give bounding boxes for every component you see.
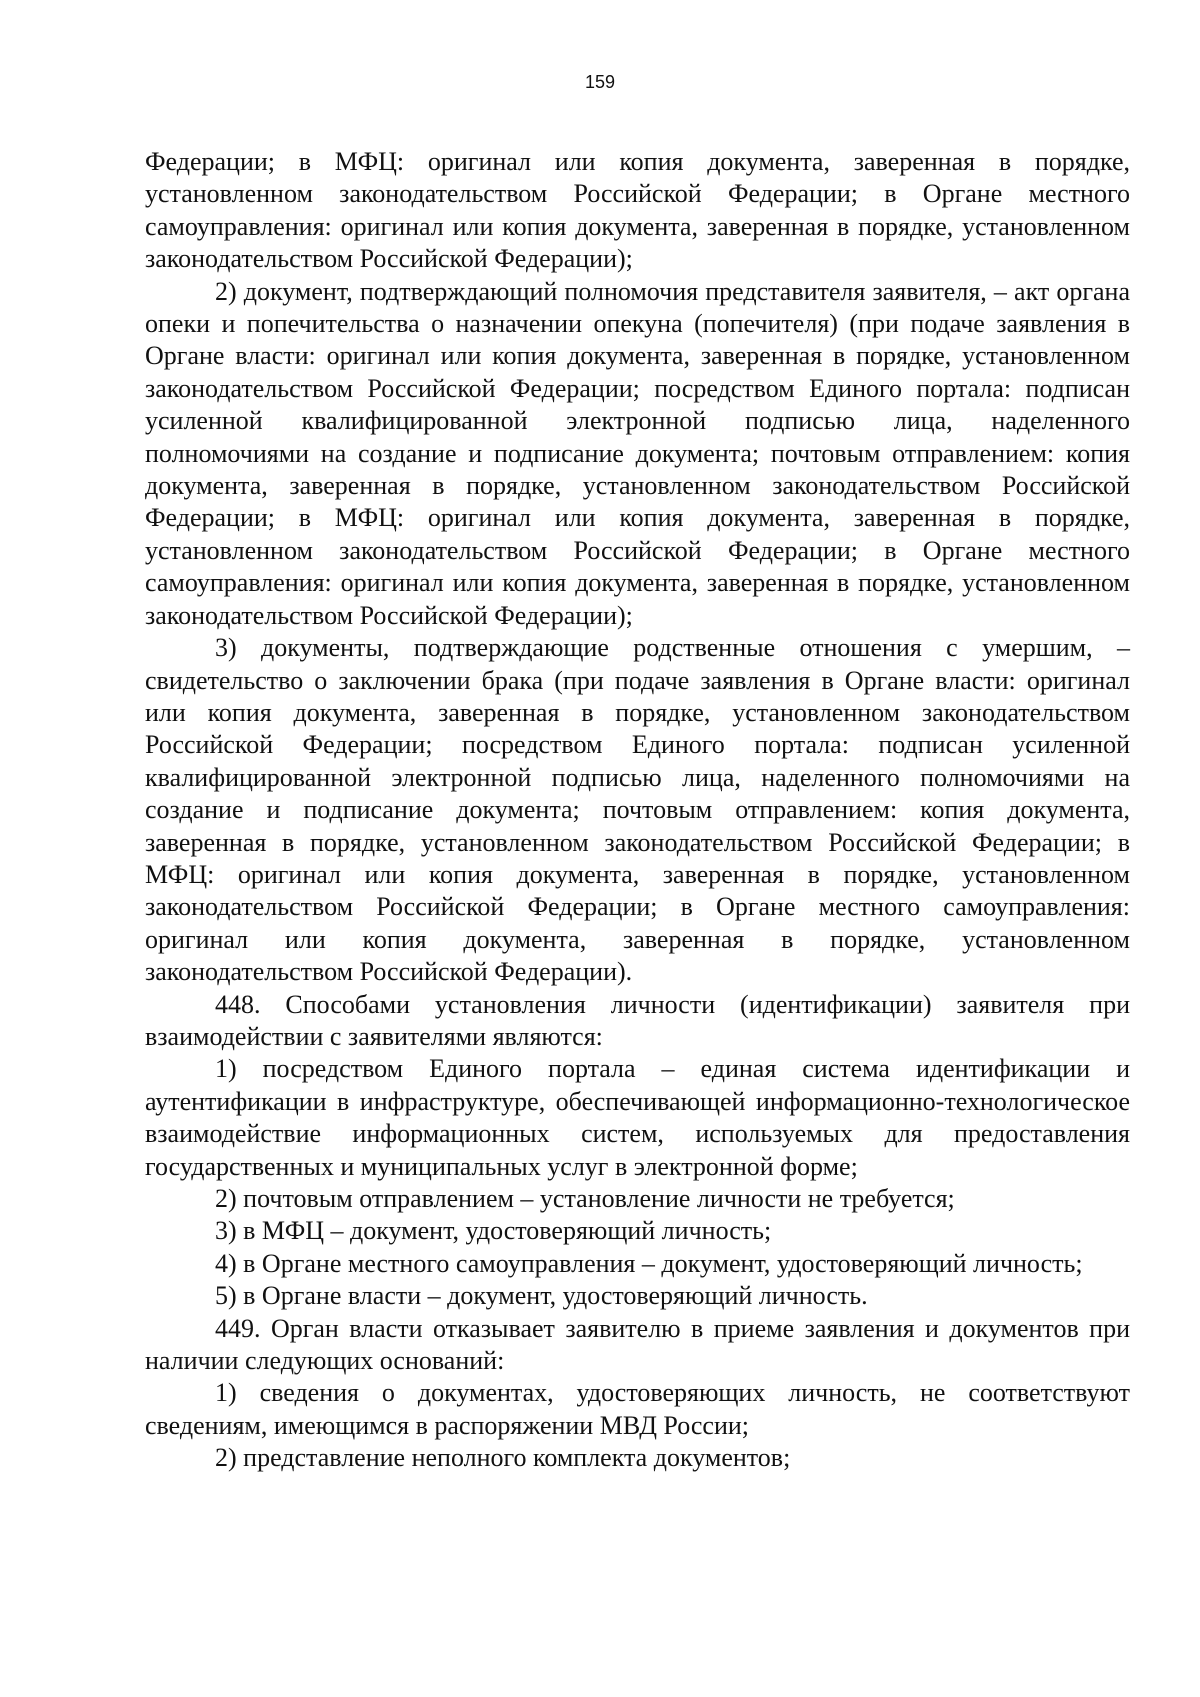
paragraph-448: 448. Способами установления личности (идентификации) заявителя при взаимодействии с заявителями являются: [145, 989, 1130, 1051]
paragraph-448-item-5: 5) в Органе власти – документ, удостоверяющий личность. [215, 1281, 868, 1311]
paragraph-449-item-1: 1) сведения о документах, удостоверяющих личность, не соответствуют сведениям, имеющимся в распоряжении МВД России; [145, 1378, 1130, 1440]
paragraph-item-3-kinship: 3) документы, подтверждающие родственные отношения с умершим, – свидетельство о заключении брака (при подаче заявления в Органе власти: оригинал или копия документа, заверенная в порядке, установленном законодательством Российской Федерации; посредством Единого портала: подписан усиленной квалифицированной электронной подписью лица, наделенного полномочиями на создание и подписание документа; почтовым отправлением: копия документа, заверенная в порядке, установленном законодательством Российской Федерации; в МФЦ: оригинал или копия документа, заверенная в порядке, установленном законодательством Российской Федерации; в Органе местного самоуправления: оригинал или копия документа, заверенная в порядке, установленном законодательством Российской Федерации). [145, 633, 1130, 987]
paragraph-449-item-2: 2) представление неполного комплекта документов; [215, 1443, 791, 1473]
page-number: 159 [584, 72, 616, 92]
paragraph-449: 449. Орган власти отказывает заявителю в приеме заявления и документов при наличии следующих оснований: [145, 1313, 1130, 1376]
document-body [145, 146, 1130, 1475]
paragraph-item-2-representative: 2) документ, подтверждающий полномочия представителя заявителя, – акт органа опеки и попечительства о назначении опекуна (попечителя) (при подаче заявления в Органе власти: оригинал или копия документа, заверенная в порядке, установленном законодательством Российской Федерации; посредством Единого портала: подписан усиленной квалифицированной электронной подписью лица, наделенного полномочиями на создание и подписание документа; почтовым отправлением: копия документа, заверенная в порядке, установленном законодательством Российской Федерации; в МФЦ: оригинал или копия документа, заверенная в порядке, установленном законодательством Российской Федерации; в Органе местного самоуправления: оригинал или копия документа, заверенная в порядке, установленном законодательством Российской Федерации); [145, 276, 1130, 630]
paragraph-448-item-3: 3) в МФЦ – документ, удостоверяющий личность; [215, 1216, 772, 1246]
paragraph-448-item-4: 4) в Органе местного самоуправления – документ, удостоверяющий личность; [215, 1248, 1083, 1278]
paragraph-continuation: Федерации; в МФЦ: оригинал или копия документа, заверенная в порядке, установленном законодательством Российской Федерации; в Органе местного самоуправления: оригинал или копия документа, заверенная в порядке, установленном законодательством Российской Федерации); [145, 147, 1130, 274]
paragraph-448-item-2: 2) почтовым отправлением – установление личности не требуется; [215, 1184, 955, 1213]
paragraph-448-item-1: 1) посредством Единого портала – единая система идентификации и аутентификации в инфраструктуре, обеспечивающей информационно-технологическое взаимодействие информационных систем, используемых для предоставления государственных и муниципальных услуг в электронной форме; [145, 1054, 1130, 1181]
